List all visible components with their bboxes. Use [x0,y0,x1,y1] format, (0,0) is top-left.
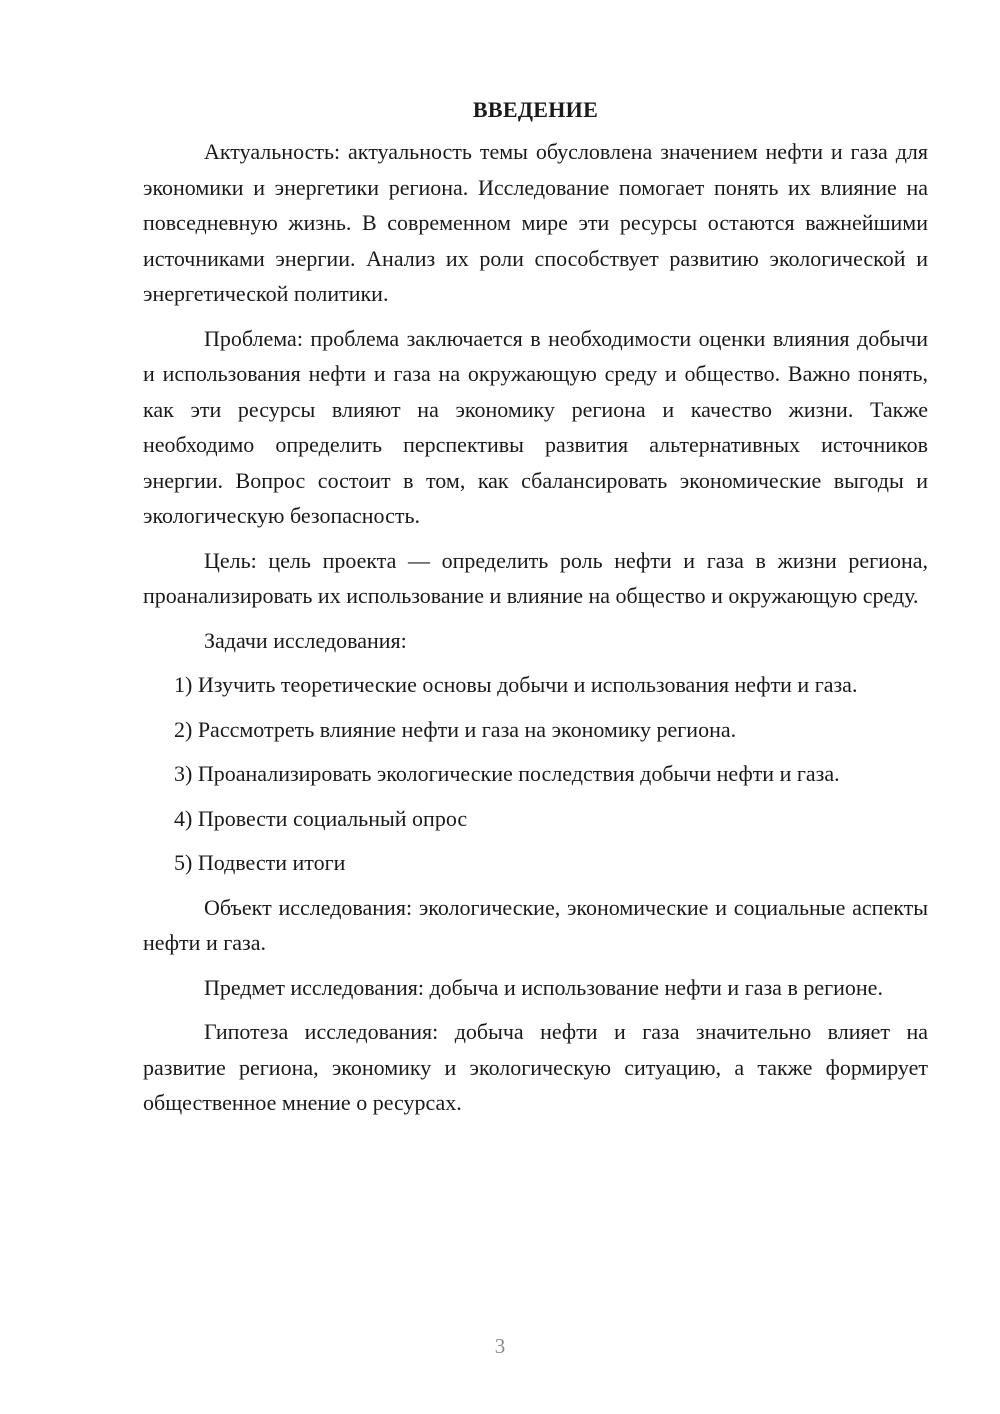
problem-paragraph: Проблема: проблема заключается в необходимости оценки влияния добычи и использования нефти и газа на окружающую среду и общество. Важно понять, как эти ресурсы влияют на экономику региона и качество жизни. Также необходимо определить перспективы развития альтернативных источников энергии. Вопрос состоит в том, как сбалансировать экономические выгоды и экологическую безопасность. [143,325,928,528]
relevance-paragraph: Актуальность: актуальность темы обусловлена значением нефти и газа для экономики и энергетики региона. Исследование помогает понять их влияние на повседневную жизнь. В современном мире эти ресурсы остаются важнейшими источниками энергии. Анализ их роли способствует развитию экологической и энергетической политики. [143,139,928,306]
page-content [143,92,928,1130]
object-paragraph: Объект исследования: экологические, экономические и социальные аспекты нефти и газа. [143,894,928,955]
goal-paragraph: Цель: цель проекта — определить роль нефти и газа в жизни региона, проанализировать их использование и влияние на общество и окружающую среду. [143,547,928,608]
page-title: ВВЕДЕНИЕ [472,97,599,122]
task-item-3: 3) Проанализировать экологические последствия добычи нефти и газа. [174,761,840,786]
task-item-4: 4) Провести социальный опрос [174,805,468,831]
subject-paragraph: Предмет исследования: добыча и использование нефти и газа в регионе. [204,974,883,1000]
task-item-5: 5) Подвести итоги [174,850,346,875]
tasks-title: Задачи исследования: [204,627,407,653]
page-number: 3 [494,1334,506,1358]
hypothesis-paragraph: Гипотеза исследования: добыча нефти и газа значительно влияет на развитие региона, экономику и экологическую ситуацию, а также формирует общественное мнение о ресурсах. [143,1019,928,1115]
task-item-1: 1) Изучить теоретические основы добычи и использования нефти и газа. [174,672,858,697]
task-item-2: 2) Рассмотреть влияние нефти и газа на экономику региона. [174,716,737,742]
